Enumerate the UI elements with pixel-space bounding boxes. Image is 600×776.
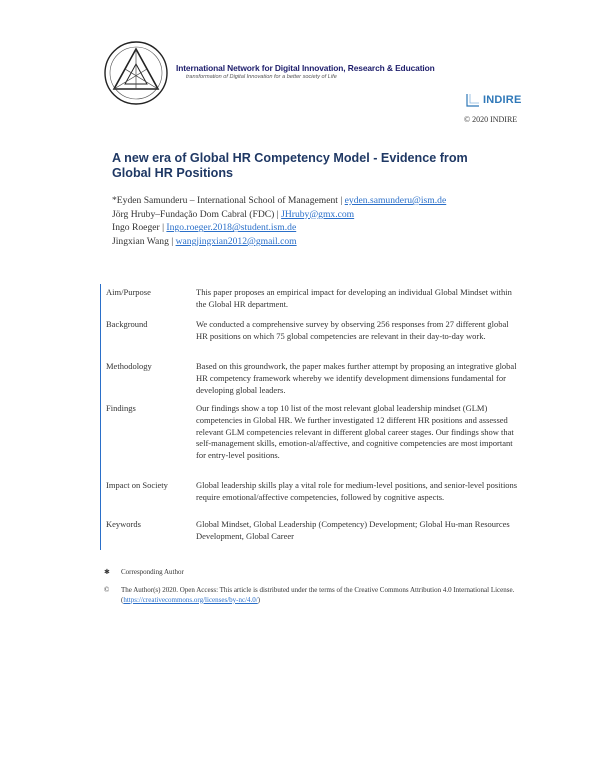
abstract-accent-bar (100, 284, 101, 550)
author-name: *Eyden Samunderu – International School of Management | (112, 195, 345, 206)
author-name: Jingxian Wang | (112, 235, 176, 247)
author-email-link[interactable]: JHruby@gmx.com (281, 208, 355, 220)
author-line (112, 194, 532, 208)
author-name: Ingo Roeger | (112, 222, 167, 234)
abstract-text: Based on this groundwork, the paper makes further attempt by proposing an integrative global HR competency framework whereby we identify development dimensions fundamental for developing global leaders. (196, 361, 517, 395)
author-list (112, 194, 532, 248)
indire-logo (466, 91, 530, 111)
abstract-text: Global Mindset, Global Leadership (Competency) Development; Global Hu-man Resources Development, Global Career (196, 519, 510, 541)
copyright-icon: © (104, 586, 110, 594)
indire-mark-icon (466, 93, 480, 107)
paper-title: A new era of Global HR Competency Model - Evidence from Global HR Positions (112, 151, 468, 180)
network-logo (103, 40, 169, 106)
structured-abstract (100, 284, 520, 550)
author-email-link[interactable]: wangjingxian2012@gmail.com (175, 235, 297, 247)
abstract-label: Aim/Purpose (106, 287, 151, 297)
abstract-label: Impact on Society (106, 480, 168, 490)
abstract-text: We conducted a comprehensive survey by observing 256 responses from 27 different global HR positions on which 75 global competencies are relevant in their day-to-day work. (196, 319, 509, 341)
author-line (112, 221, 532, 235)
organization-name: International Network for Digital Innovation, Research & Education (176, 63, 435, 73)
abstract-label: Keywords (106, 519, 141, 529)
abstract-text: Global leadership skills play a vital role for medium-level positions, and senior-level positions require emotional/affective competencies, followed by cognitive aspects. (196, 480, 518, 502)
asterisk-icon: ✱ (104, 568, 110, 576)
corresponding-author-text: Corresponding Author (121, 568, 184, 576)
author-name: Jörg Hruby–Fundação Dom Cabral (FDC) | (112, 208, 282, 220)
license-note (104, 586, 544, 610)
abstract-text: This paper proposes an empirical impact for developing an individual Global Mindset within the Global HR department. (196, 287, 512, 309)
abstract-text: Our findings show a top 10 list of the most relevant global leadership mindset (GLM) competencies in Global HR. We further investigated 12 different HR positions and assessed relevant GLM competencies relevant in different global career stages. Our findings show that self-management skills, emotion-al/affective, and cognitive competencies are most important for entry-level positions. (196, 403, 514, 461)
abstract-label: Findings (106, 403, 136, 413)
license-text: The Author(s) 2020. Open Access: This article is distributed under the terms of the Creative Commons Attribution 4.0 International License. ( (121, 586, 515, 604)
author-email-link[interactable]: eyden.samunderu@ism.de (344, 195, 447, 206)
author-line (112, 208, 532, 222)
license-close: ) (257, 595, 261, 604)
author-line (112, 235, 532, 249)
abstract-label: Background (106, 319, 148, 329)
abstract-label: Methodology (106, 361, 152, 371)
triangle-circle-logo-icon (103, 40, 169, 106)
author-email-link[interactable]: Ingo.roeger.2018@student.ism.de (166, 222, 297, 234)
license-link[interactable]: https://creativecommons.org/licenses/by-nc/4.0/ (123, 595, 258, 604)
corresponding-author-note (104, 568, 544, 580)
copyright-notice: © 2020 INDIRE (464, 115, 518, 124)
license-text-block (121, 586, 541, 605)
indire-logo-text: INDIRE (483, 94, 522, 106)
organization-tagline: transformation of Digital Innovation for a better society of Life (186, 74, 337, 80)
